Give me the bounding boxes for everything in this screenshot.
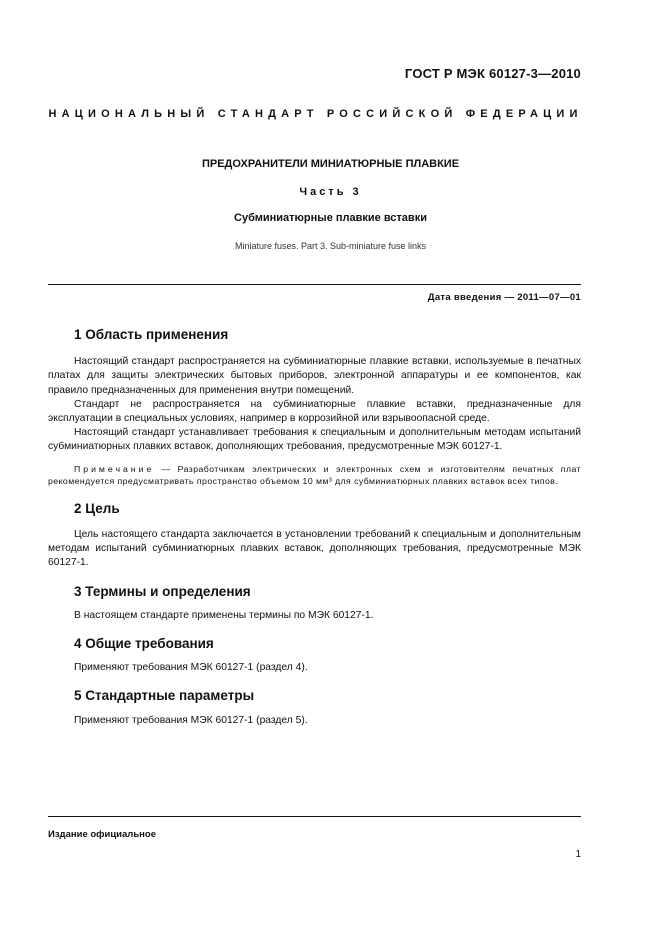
document-subtitle: Субминиатюрные плавкие вставки	[234, 212, 427, 224]
official-edition-label: Издание официальное	[48, 829, 156, 840]
paragraph: Применяют требования МЭК 60127-1 (раздел 5).	[74, 714, 308, 726]
bottom-divider	[48, 816, 581, 817]
document-body	[48, 328, 581, 728]
section-heading-purpose: 2 Цель	[74, 500, 120, 516]
national-standard-heading: НАЦИОНАЛЬНЫЙ СТАНДАРТ РОССИЙСКОЙ ФЕДЕРАЦИИ	[48, 108, 583, 120]
note-text: — Разработчикам электрических и электронных схем и изготовителям печатных плат рекомендуется предусматривать пространство объемом 10 мм³ для субминиатюрных плавких вставок всех типов.	[48, 463, 581, 487]
note	[48, 463, 581, 488]
paragraph: Настоящий стандарт устанавливает требования к специальным и дополнительным методам испытаний субминиатюрных плавких вставок, дополняющих требования, предусмотренные МЭК 60127-1.	[48, 427, 581, 453]
paragraph: В настоящем стандарте применены термины по МЭК 60127-1.	[74, 609, 374, 621]
part-label: Часть 3	[299, 186, 362, 198]
paragraph: Настоящий стандарт распространяется на субминиатюрные плавкие вставки, используемые в печатных платах для защиты электрических бытовых приборов, электронной аппаратуры и ее компонентов, как правило предназначенных для применения внутри помещений.	[48, 356, 581, 396]
section-heading-general-requirements: 4 Общие требования	[74, 636, 214, 652]
section-heading-scope: 1 Область применения	[74, 327, 229, 342]
document-title: ПРЕДОХРАНИТЕЛИ МИНИАТЮРНЫЕ ПЛАВКИЕ	[201, 158, 460, 170]
paragraph: Стандарт не распространяется на субминиатюрные плавкие вставки, предназначенные для эксплуатации в специальных условиях, например в коррозийной или взрывоопасной среде.	[48, 398, 581, 425]
top-divider	[48, 284, 581, 285]
section-heading-terms: 3 Термины и определения	[74, 583, 251, 599]
page-number: 1	[575, 849, 581, 860]
paragraph: Цель настоящего стандарта заключается в установлении требований к специальным и дополнительным методам испытаний субминиатюрных плавких вставок, дополняющих требования, предусмотренные МЭК 60127-1.	[48, 529, 581, 569]
note-label: Примечание	[74, 463, 155, 474]
section-heading-standard-parameters: 5 Стандартные параметры	[74, 688, 255, 704]
introduction-date: Дата введения — 2011—07—01	[427, 292, 581, 303]
paragraph: Применяют требования МЭК 60127-1 (раздел 4).	[74, 662, 308, 674]
english-title: Miniature fuses. Part 3. Sub-miniature fuse links	[234, 241, 427, 251]
document-code: ГОСТ Р МЭК 60127-3—2010	[404, 66, 581, 81]
